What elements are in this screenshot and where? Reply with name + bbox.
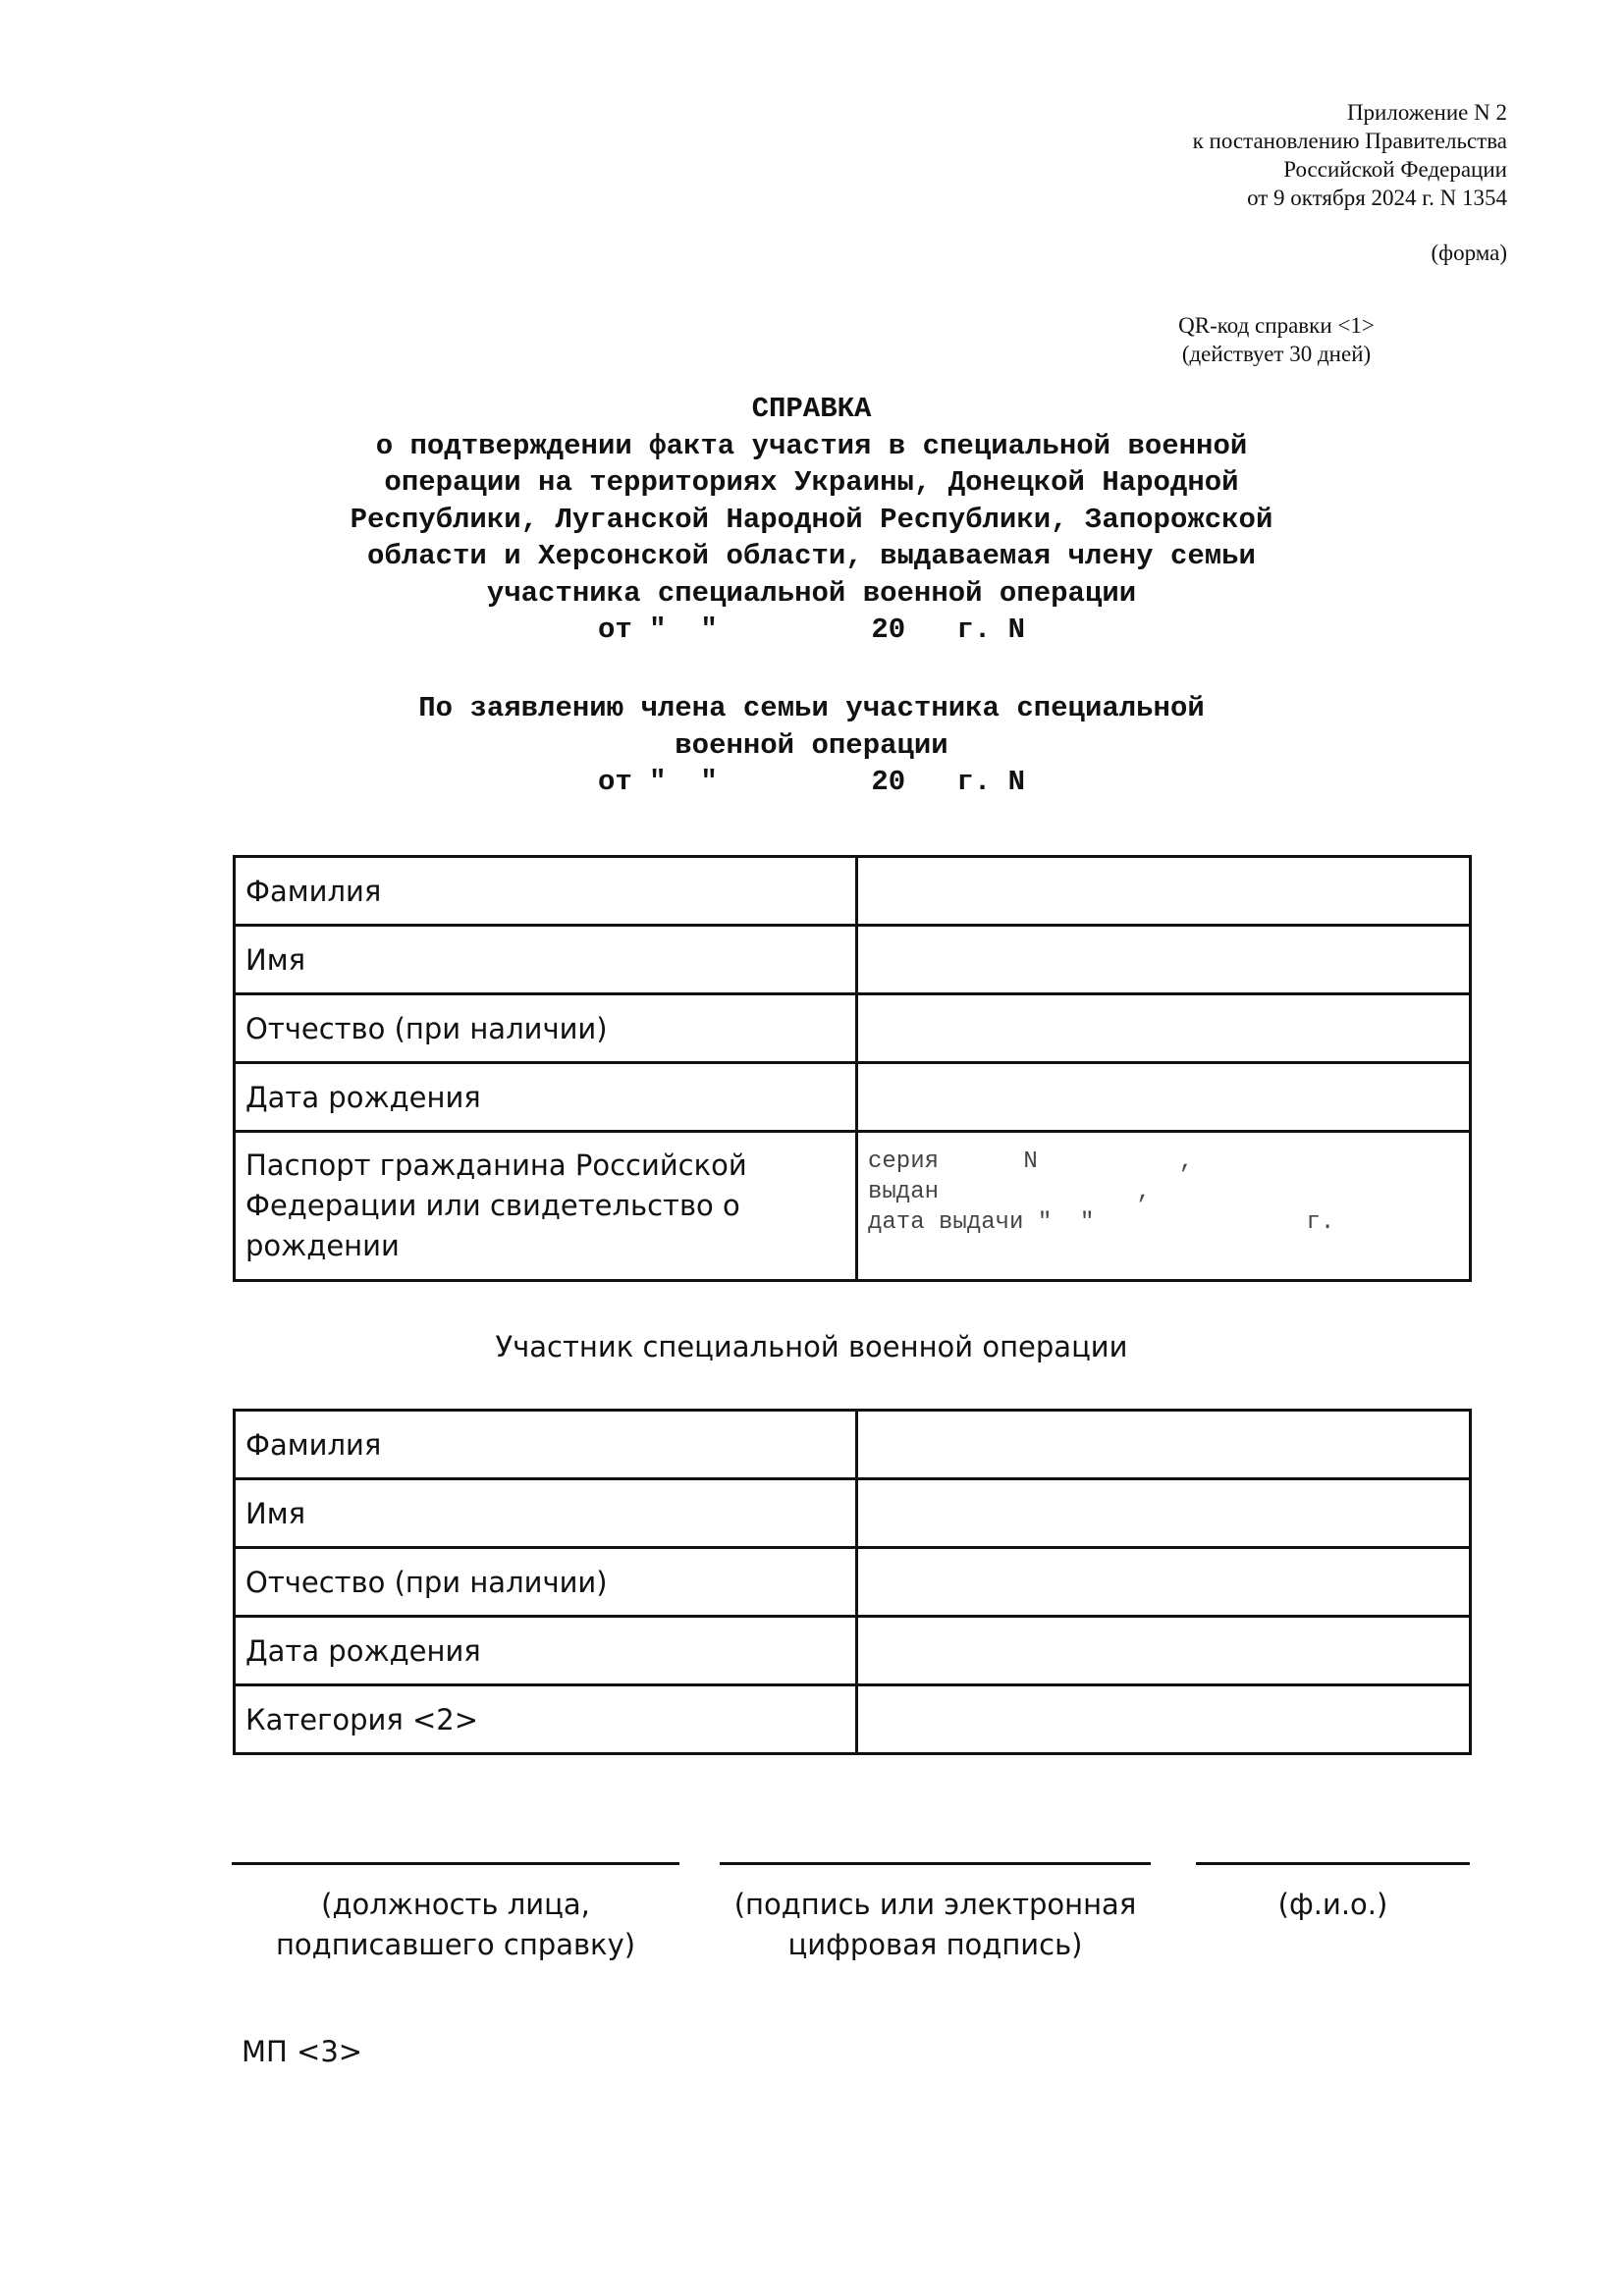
request-line: По заявлению члена семьи участника специальной [418,692,1205,724]
table-row [235,926,1471,994]
table-row [235,1411,1471,1479]
table-row [235,857,1471,926]
patronymic-label: Отчество (при наличии) [235,994,857,1063]
qr-code-placeholder [1129,311,1424,368]
participant-patronymic-label: Отчество (при наличии) [235,1548,857,1617]
appendix-header [1193,98,1507,212]
appendix-line: от 9 октября 2024 г. N 1354 [1247,186,1507,210]
participant-surname-field[interactable] [857,1411,1471,1479]
birth-date-label: Дата рождения [235,1063,857,1132]
caption-line: подписавшего справку) [275,1928,636,1961]
caption-line: (подпись или электронная [733,1888,1137,1921]
table-row [235,1479,1471,1548]
table-row [235,1685,1471,1754]
table-row [235,1132,1471,1281]
qr-caption: QR-код справки <1> [1178,313,1375,338]
participant-patronymic-field[interactable] [857,1548,1471,1617]
title-line: области и Херсонской области, выдаваемая члену семьи [367,540,1256,572]
table-row [235,1617,1471,1685]
appendix-line: Приложение N 2 [1346,100,1507,125]
participant-birth-date-label: Дата рождения [235,1617,857,1685]
request-line: военной операции [675,728,948,762]
passport-issued-by[interactable]: выдан , [868,1179,1152,1205]
passport-field[interactable] [857,1132,1471,1281]
passport-series-number[interactable]: серия N , [868,1148,1194,1175]
caption-line: (должность лица, [321,1888,590,1921]
participant-table [233,1409,1472,1755]
caption-line: цифровая подпись) [787,1928,1083,1961]
title-line: участника специальной военной операции [486,576,1137,610]
appendix-line: к постановлению Правительства [1192,129,1507,153]
table-row [235,1548,1471,1617]
qr-validity: (действует 30 дней) [1181,342,1372,366]
signature-line[interactable] [720,1862,1151,1865]
full-name-signature-line[interactable] [1196,1862,1470,1865]
request-reference [0,690,1623,801]
position-signature-line[interactable] [232,1862,679,1865]
title-line: операции на территориях Украины, Донецкой Народной [384,466,1239,499]
surname-field[interactable] [857,857,1471,926]
surname-label: Фамилия [235,857,857,926]
participant-first-name-label: Имя [235,1479,857,1548]
family-member-table [233,855,1472,1282]
certificate-date-number[interactable]: от " " 20 г. N [597,614,1026,646]
passport-issue-date[interactable]: дата выдачи " " г. [868,1209,1335,1236]
title-heading: СПРАВКА [751,393,872,425]
passport-label: Паспорт гражданина Российской Федерации или свидетельство о рождении [235,1132,857,1281]
position-caption [232,1885,679,1965]
request-date-number[interactable]: от " " 20 г. N [597,766,1026,798]
patronymic-field[interactable] [857,994,1471,1063]
participant-category-label: Категория <2> [235,1685,857,1754]
caption-line: (ф.и.о.) [1277,1888,1388,1921]
stamp-placeholder: МП <3> [242,2035,363,2068]
form-label: (форма) [1431,240,1507,265]
participant-birth-date-field[interactable] [857,1617,1471,1685]
table-row [235,1063,1471,1132]
title-line: Республики, Луганской Народной Республики, Запорожской [350,503,1273,536]
document-title [0,391,1623,649]
signature-caption [720,1885,1151,1965]
table-row [235,994,1471,1063]
participant-section-heading: Участник специальной военной операции [495,1330,1128,1363]
birth-date-field[interactable] [857,1063,1471,1132]
full-name-caption [1196,1885,1470,1925]
participant-first-name-field[interactable] [857,1479,1471,1548]
appendix-line: Российской Федерации [1283,157,1507,182]
title-line: о подтверждении факта участия в специальной военной [375,429,1248,462]
first-name-field[interactable] [857,926,1471,994]
participant-surname-label: Фамилия [235,1411,857,1479]
first-name-label: Имя [235,926,857,994]
participant-category-field[interactable] [857,1685,1471,1754]
